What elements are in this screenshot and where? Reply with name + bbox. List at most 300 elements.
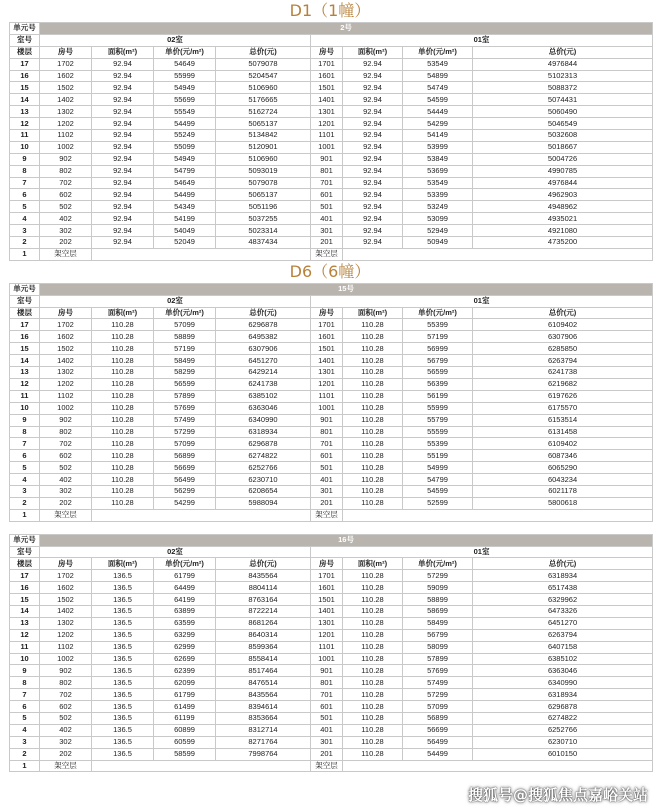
value-cell: 1701 bbox=[311, 319, 343, 331]
unit-02-label: 02室 bbox=[40, 34, 311, 46]
value-cell: 56599 bbox=[403, 367, 473, 379]
value-cell: 801 bbox=[311, 426, 343, 438]
value-cell: 5046549 bbox=[473, 118, 653, 130]
column-header: 单价(元/m²) bbox=[154, 558, 216, 570]
value-cell: 4948962 bbox=[473, 201, 653, 213]
floor-cell: 17 bbox=[10, 58, 40, 70]
value-cell: 502 bbox=[40, 462, 92, 474]
value-cell: 92.94 bbox=[92, 82, 154, 94]
value-cell: 52949 bbox=[403, 225, 473, 237]
value-cell: 501 bbox=[311, 712, 343, 724]
table-row bbox=[10, 141, 653, 153]
value-cell: 7998764 bbox=[216, 748, 311, 760]
value-cell: 8763164 bbox=[216, 594, 311, 606]
value-cell: 1002 bbox=[40, 402, 92, 414]
value-cell: 5988094 bbox=[216, 497, 311, 509]
stilt-floor-label: 架空层 bbox=[40, 248, 92, 260]
floor-cell: 1 bbox=[10, 509, 40, 521]
column-header: 总价(元) bbox=[216, 307, 311, 319]
floor-cell: 16 bbox=[10, 582, 40, 594]
value-cell: 1702 bbox=[40, 570, 92, 582]
value-cell: 602 bbox=[40, 450, 92, 462]
value-cell: 1401 bbox=[311, 605, 343, 617]
unit-no-label: 单元号 bbox=[10, 283, 40, 295]
value-cell: 6407158 bbox=[473, 641, 653, 653]
floor-cell: 10 bbox=[10, 653, 40, 665]
value-cell: 110.28 bbox=[92, 414, 154, 426]
column-header: 面积(m²) bbox=[343, 307, 403, 319]
value-cell: 110.28 bbox=[343, 629, 403, 641]
value-cell: 92.94 bbox=[343, 118, 403, 130]
value-cell: 8394614 bbox=[216, 701, 311, 713]
value-cell: 5018667 bbox=[473, 141, 653, 153]
unit-row bbox=[10, 295, 653, 307]
value-cell: 57199 bbox=[154, 343, 216, 355]
value-cell: 5060490 bbox=[473, 106, 653, 118]
value-cell: 502 bbox=[40, 201, 92, 213]
value-cell: 92.94 bbox=[343, 165, 403, 177]
value-cell: 57899 bbox=[154, 390, 216, 402]
room-no-label: 室号 bbox=[10, 546, 40, 558]
value-cell: 402 bbox=[40, 213, 92, 225]
value-cell: 55399 bbox=[403, 319, 473, 331]
table-row bbox=[10, 201, 653, 213]
table-row bbox=[10, 130, 653, 142]
floor-cell: 15 bbox=[10, 594, 40, 606]
value-cell: 110.28 bbox=[343, 594, 403, 606]
value-cell: 5162724 bbox=[216, 106, 311, 118]
floor-cell: 14 bbox=[10, 355, 40, 367]
value-cell: 602 bbox=[40, 701, 92, 713]
floor-cell: 3 bbox=[10, 225, 40, 237]
floor-cell: 16 bbox=[10, 70, 40, 82]
room-no-label: 室号 bbox=[10, 34, 40, 46]
header-row bbox=[10, 558, 653, 570]
value-cell: 57099 bbox=[154, 438, 216, 450]
value-cell: 55999 bbox=[154, 70, 216, 82]
value-cell: 1102 bbox=[40, 390, 92, 402]
value-cell: 802 bbox=[40, 426, 92, 438]
column-header: 楼层 bbox=[10, 46, 40, 58]
value-cell: 1101 bbox=[311, 641, 343, 653]
value-cell: 110.28 bbox=[92, 390, 154, 402]
value-cell: 110.28 bbox=[92, 319, 154, 331]
floor-cell: 1 bbox=[10, 760, 40, 772]
value-cell: 54349 bbox=[154, 201, 216, 213]
value-cell: 57299 bbox=[403, 689, 473, 701]
table-row bbox=[10, 118, 653, 130]
floor-cell: 10 bbox=[10, 402, 40, 414]
stilt-floor-label: 架空层 bbox=[311, 248, 343, 260]
value-cell: 601 bbox=[311, 701, 343, 713]
value-cell: 50949 bbox=[403, 237, 473, 249]
floor-cell: 17 bbox=[10, 570, 40, 582]
value-cell: 56199 bbox=[403, 390, 473, 402]
room-no-label: 室号 bbox=[10, 295, 40, 307]
value-cell: 5051196 bbox=[216, 201, 311, 213]
value-cell: 110.28 bbox=[343, 462, 403, 474]
building-row bbox=[10, 283, 653, 295]
value-cell: 56499 bbox=[403, 736, 473, 748]
value-cell: 110.28 bbox=[343, 438, 403, 450]
value-cell: 54499 bbox=[403, 748, 473, 760]
table-row bbox=[10, 582, 653, 594]
table-row bbox=[10, 189, 653, 201]
value-cell: 59099 bbox=[403, 582, 473, 594]
value-cell: 6296878 bbox=[216, 319, 311, 331]
value-cell: 1402 bbox=[40, 605, 92, 617]
unit-no-label: 单元号 bbox=[10, 23, 40, 35]
value-cell: 5204547 bbox=[216, 70, 311, 82]
value-cell: 201 bbox=[311, 237, 343, 249]
value-cell: 110.28 bbox=[92, 426, 154, 438]
unit-row bbox=[10, 546, 653, 558]
value-cell: 8558414 bbox=[216, 653, 311, 665]
value-cell: 136.5 bbox=[92, 689, 154, 701]
value-cell: 6329962 bbox=[473, 594, 653, 606]
floor-cell: 7 bbox=[10, 689, 40, 701]
value-cell: 92.94 bbox=[343, 94, 403, 106]
value-cell: 202 bbox=[40, 237, 92, 249]
floor-cell: 14 bbox=[10, 605, 40, 617]
value-cell: 53099 bbox=[403, 213, 473, 225]
value-cell: 53399 bbox=[403, 189, 473, 201]
floor-cell: 13 bbox=[10, 106, 40, 118]
table-row bbox=[10, 653, 653, 665]
value-cell: 92.94 bbox=[343, 237, 403, 249]
value-cell: 302 bbox=[40, 736, 92, 748]
floor-cell: 9 bbox=[10, 414, 40, 426]
value-cell: 1501 bbox=[311, 343, 343, 355]
value-cell: 110.28 bbox=[92, 485, 154, 497]
value-cell: 6517438 bbox=[473, 582, 653, 594]
value-cell: 92.94 bbox=[92, 58, 154, 70]
value-cell: 60899 bbox=[154, 724, 216, 736]
value-cell: 1201 bbox=[311, 118, 343, 130]
floor-cell: 2 bbox=[10, 237, 40, 249]
value-cell: 1201 bbox=[311, 378, 343, 390]
value-cell: 1402 bbox=[40, 355, 92, 367]
floor-cell: 1 bbox=[10, 248, 40, 260]
value-cell: 6307906 bbox=[473, 331, 653, 343]
value-cell: 401 bbox=[311, 724, 343, 736]
floor-cell: 11 bbox=[10, 641, 40, 653]
value-cell: 54799 bbox=[154, 165, 216, 177]
value-cell: 92.94 bbox=[92, 70, 154, 82]
value-cell: 802 bbox=[40, 165, 92, 177]
value-cell: 6219682 bbox=[473, 378, 653, 390]
value-cell: 8599364 bbox=[216, 641, 311, 653]
table-row bbox=[10, 462, 653, 474]
value-cell: 110.28 bbox=[343, 736, 403, 748]
value-cell: 8517464 bbox=[216, 665, 311, 677]
value-cell: 92.94 bbox=[92, 94, 154, 106]
value-cell: 58299 bbox=[154, 367, 216, 379]
building-row bbox=[10, 534, 653, 546]
value-cell: 92.94 bbox=[92, 141, 154, 153]
value-cell: 110.28 bbox=[343, 677, 403, 689]
value-cell: 110.28 bbox=[343, 343, 403, 355]
table-row bbox=[10, 177, 653, 189]
table-row bbox=[10, 485, 653, 497]
value-cell: 5079078 bbox=[216, 58, 311, 70]
value-cell: 1302 bbox=[40, 617, 92, 629]
section-title: D1（1幢） bbox=[289, 1, 371, 20]
column-header: 房号 bbox=[40, 558, 92, 570]
value-cell: 61499 bbox=[154, 701, 216, 713]
column-header: 面积(m²) bbox=[92, 558, 154, 570]
value-cell: 5032608 bbox=[473, 130, 653, 142]
table-row bbox=[10, 617, 653, 629]
value-cell: 92.94 bbox=[343, 70, 403, 82]
value-cell: 1102 bbox=[40, 130, 92, 142]
value-cell: 54949 bbox=[154, 153, 216, 165]
value-cell: 6318934 bbox=[216, 426, 311, 438]
empty-cell bbox=[343, 248, 653, 260]
value-cell: 54799 bbox=[403, 474, 473, 486]
value-cell: 92.94 bbox=[343, 58, 403, 70]
table-row bbox=[10, 605, 653, 617]
value-cell: 701 bbox=[311, 438, 343, 450]
value-cell: 55399 bbox=[403, 438, 473, 450]
column-header: 总价(元) bbox=[216, 46, 311, 58]
value-cell: 56899 bbox=[154, 450, 216, 462]
value-cell: 110.28 bbox=[343, 414, 403, 426]
value-cell: 601 bbox=[311, 189, 343, 201]
floor-cell: 6 bbox=[10, 450, 40, 462]
value-cell: 110.28 bbox=[92, 331, 154, 343]
value-cell: 6274822 bbox=[216, 450, 311, 462]
value-cell: 110.28 bbox=[92, 402, 154, 414]
value-cell: 1302 bbox=[40, 367, 92, 379]
value-cell: 92.94 bbox=[343, 82, 403, 94]
value-cell: 55249 bbox=[154, 130, 216, 142]
value-cell: 801 bbox=[311, 165, 343, 177]
value-cell: 58099 bbox=[403, 641, 473, 653]
value-cell: 92.94 bbox=[343, 201, 403, 213]
value-cell: 1001 bbox=[311, 653, 343, 665]
value-cell: 6021178 bbox=[473, 485, 653, 497]
header-row bbox=[10, 46, 653, 58]
value-cell: 110.28 bbox=[343, 319, 403, 331]
value-cell: 55699 bbox=[154, 94, 216, 106]
value-cell: 55599 bbox=[403, 426, 473, 438]
table-row bbox=[10, 82, 653, 94]
value-cell: 6230710 bbox=[473, 736, 653, 748]
value-cell: 58899 bbox=[154, 331, 216, 343]
value-cell: 110.28 bbox=[343, 712, 403, 724]
value-cell: 6252766 bbox=[216, 462, 311, 474]
value-cell: 1101 bbox=[311, 390, 343, 402]
table-row bbox=[10, 474, 653, 486]
value-cell: 56799 bbox=[403, 355, 473, 367]
value-cell: 6363046 bbox=[473, 665, 653, 677]
value-cell: 5093019 bbox=[216, 165, 311, 177]
value-cell: 1702 bbox=[40, 319, 92, 331]
section-title: D6（6幢） bbox=[289, 261, 371, 281]
value-cell: 53699 bbox=[403, 165, 473, 177]
value-cell: 1101 bbox=[311, 130, 343, 142]
value-cell: 57699 bbox=[403, 665, 473, 677]
column-header: 总价(元) bbox=[473, 307, 653, 319]
value-cell: 4976844 bbox=[473, 58, 653, 70]
table-row bbox=[10, 701, 653, 713]
value-cell: 1301 bbox=[311, 106, 343, 118]
value-cell: 110.28 bbox=[343, 570, 403, 582]
floor-cell: 11 bbox=[10, 390, 40, 402]
value-cell: 702 bbox=[40, 689, 92, 701]
value-cell: 62399 bbox=[154, 665, 216, 677]
value-cell: 1001 bbox=[311, 141, 343, 153]
value-cell: 110.28 bbox=[343, 665, 403, 677]
column-header: 总价(元) bbox=[473, 558, 653, 570]
table-row bbox=[10, 319, 653, 331]
value-cell: 56999 bbox=[403, 343, 473, 355]
value-cell: 136.5 bbox=[92, 653, 154, 665]
value-cell: 602 bbox=[40, 189, 92, 201]
floor-cell: 8 bbox=[10, 165, 40, 177]
floor-cell: 2 bbox=[10, 497, 40, 509]
value-cell: 8353664 bbox=[216, 712, 311, 724]
value-cell: 136.5 bbox=[92, 629, 154, 641]
column-header: 单价(元/m²) bbox=[154, 307, 216, 319]
value-cell: 54499 bbox=[154, 118, 216, 130]
table-row bbox=[10, 677, 653, 689]
value-cell: 301 bbox=[311, 736, 343, 748]
column-header: 总价(元) bbox=[473, 46, 653, 58]
value-cell: 6451270 bbox=[216, 355, 311, 367]
value-cell: 92.94 bbox=[92, 106, 154, 118]
value-cell: 6385102 bbox=[216, 390, 311, 402]
building-number: 2号 bbox=[40, 23, 653, 35]
value-cell: 902 bbox=[40, 665, 92, 677]
floor-cell: 7 bbox=[10, 177, 40, 189]
value-cell: 402 bbox=[40, 474, 92, 486]
value-cell: 54049 bbox=[154, 225, 216, 237]
value-cell: 54149 bbox=[403, 130, 473, 142]
floor-cell: 15 bbox=[10, 343, 40, 355]
value-cell: 54649 bbox=[154, 58, 216, 70]
value-cell: 1501 bbox=[311, 82, 343, 94]
value-cell: 1002 bbox=[40, 141, 92, 153]
floor-cell: 10 bbox=[10, 141, 40, 153]
value-cell: 1201 bbox=[311, 629, 343, 641]
value-cell: 92.94 bbox=[92, 177, 154, 189]
value-cell: 92.94 bbox=[92, 189, 154, 201]
value-cell: 5074431 bbox=[473, 94, 653, 106]
table-row bbox=[10, 629, 653, 641]
floor-cell: 17 bbox=[10, 319, 40, 331]
value-cell: 57099 bbox=[154, 319, 216, 331]
value-cell: 301 bbox=[311, 225, 343, 237]
value-cell: 701 bbox=[311, 689, 343, 701]
floor-cell: 13 bbox=[10, 367, 40, 379]
value-cell: 110.28 bbox=[92, 474, 154, 486]
floor-cell: 8 bbox=[10, 677, 40, 689]
value-cell: 63599 bbox=[154, 617, 216, 629]
value-cell: 55999 bbox=[403, 402, 473, 414]
value-cell: 54299 bbox=[403, 118, 473, 130]
value-cell: 54949 bbox=[154, 82, 216, 94]
value-cell: 6307906 bbox=[216, 343, 311, 355]
value-cell: 56699 bbox=[154, 462, 216, 474]
table-row bbox=[10, 689, 653, 701]
column-header: 房号 bbox=[311, 46, 343, 58]
value-cell: 110.28 bbox=[343, 497, 403, 509]
value-cell: 701 bbox=[311, 177, 343, 189]
value-cell: 502 bbox=[40, 712, 92, 724]
table-row bbox=[10, 70, 653, 82]
value-cell: 5079078 bbox=[216, 177, 311, 189]
value-cell: 57299 bbox=[154, 426, 216, 438]
value-cell: 136.5 bbox=[92, 712, 154, 724]
unit-01-label: 01室 bbox=[311, 546, 653, 558]
value-cell: 110.28 bbox=[92, 343, 154, 355]
value-cell: 56599 bbox=[154, 378, 216, 390]
table-row bbox=[10, 414, 653, 426]
unit-02-label: 02室 bbox=[40, 295, 311, 307]
value-cell: 57199 bbox=[403, 331, 473, 343]
value-cell: 4837434 bbox=[216, 237, 311, 249]
value-cell: 110.28 bbox=[343, 367, 403, 379]
value-cell: 110.28 bbox=[343, 485, 403, 497]
column-header: 单价(元/m²) bbox=[403, 307, 473, 319]
value-cell: 57699 bbox=[154, 402, 216, 414]
value-cell: 1601 bbox=[311, 331, 343, 343]
value-cell: 56799 bbox=[403, 629, 473, 641]
value-cell: 6385102 bbox=[473, 653, 653, 665]
value-cell: 92.94 bbox=[343, 141, 403, 153]
value-cell: 110.28 bbox=[343, 748, 403, 760]
value-cell: 6340990 bbox=[216, 414, 311, 426]
floor-cell: 9 bbox=[10, 665, 40, 677]
floor-cell: 4 bbox=[10, 724, 40, 736]
value-cell: 6230710 bbox=[216, 474, 311, 486]
value-cell: 1102 bbox=[40, 641, 92, 653]
value-cell: 6296878 bbox=[473, 701, 653, 713]
value-cell: 110.28 bbox=[92, 450, 154, 462]
value-cell: 110.28 bbox=[92, 378, 154, 390]
value-cell: 136.5 bbox=[92, 641, 154, 653]
value-cell: 6473326 bbox=[473, 605, 653, 617]
value-cell: 57499 bbox=[403, 677, 473, 689]
value-cell: 5106960 bbox=[216, 153, 311, 165]
value-cell: 4962903 bbox=[473, 189, 653, 201]
value-cell: 110.28 bbox=[343, 355, 403, 367]
value-cell: 8271764 bbox=[216, 736, 311, 748]
table-row bbox=[10, 225, 653, 237]
value-cell: 55549 bbox=[154, 106, 216, 118]
building-row bbox=[10, 23, 653, 35]
value-cell: 4935021 bbox=[473, 213, 653, 225]
value-cell: 92.94 bbox=[343, 189, 403, 201]
stilt-floor-label: 架空层 bbox=[40, 760, 92, 772]
value-cell: 6197626 bbox=[473, 390, 653, 402]
floor-cell: 12 bbox=[10, 378, 40, 390]
table-row bbox=[10, 390, 653, 402]
value-cell: 4921080 bbox=[473, 225, 653, 237]
table-row bbox=[10, 153, 653, 165]
value-cell: 5102313 bbox=[473, 70, 653, 82]
value-cell: 6340990 bbox=[473, 677, 653, 689]
value-cell: 92.94 bbox=[343, 130, 403, 142]
value-cell: 92.94 bbox=[343, 225, 403, 237]
value-cell: 8435564 bbox=[216, 689, 311, 701]
value-cell: 8640314 bbox=[216, 629, 311, 641]
column-header: 单价(元/m²) bbox=[403, 46, 473, 58]
value-cell: 6296878 bbox=[216, 438, 311, 450]
value-cell: 62699 bbox=[154, 653, 216, 665]
